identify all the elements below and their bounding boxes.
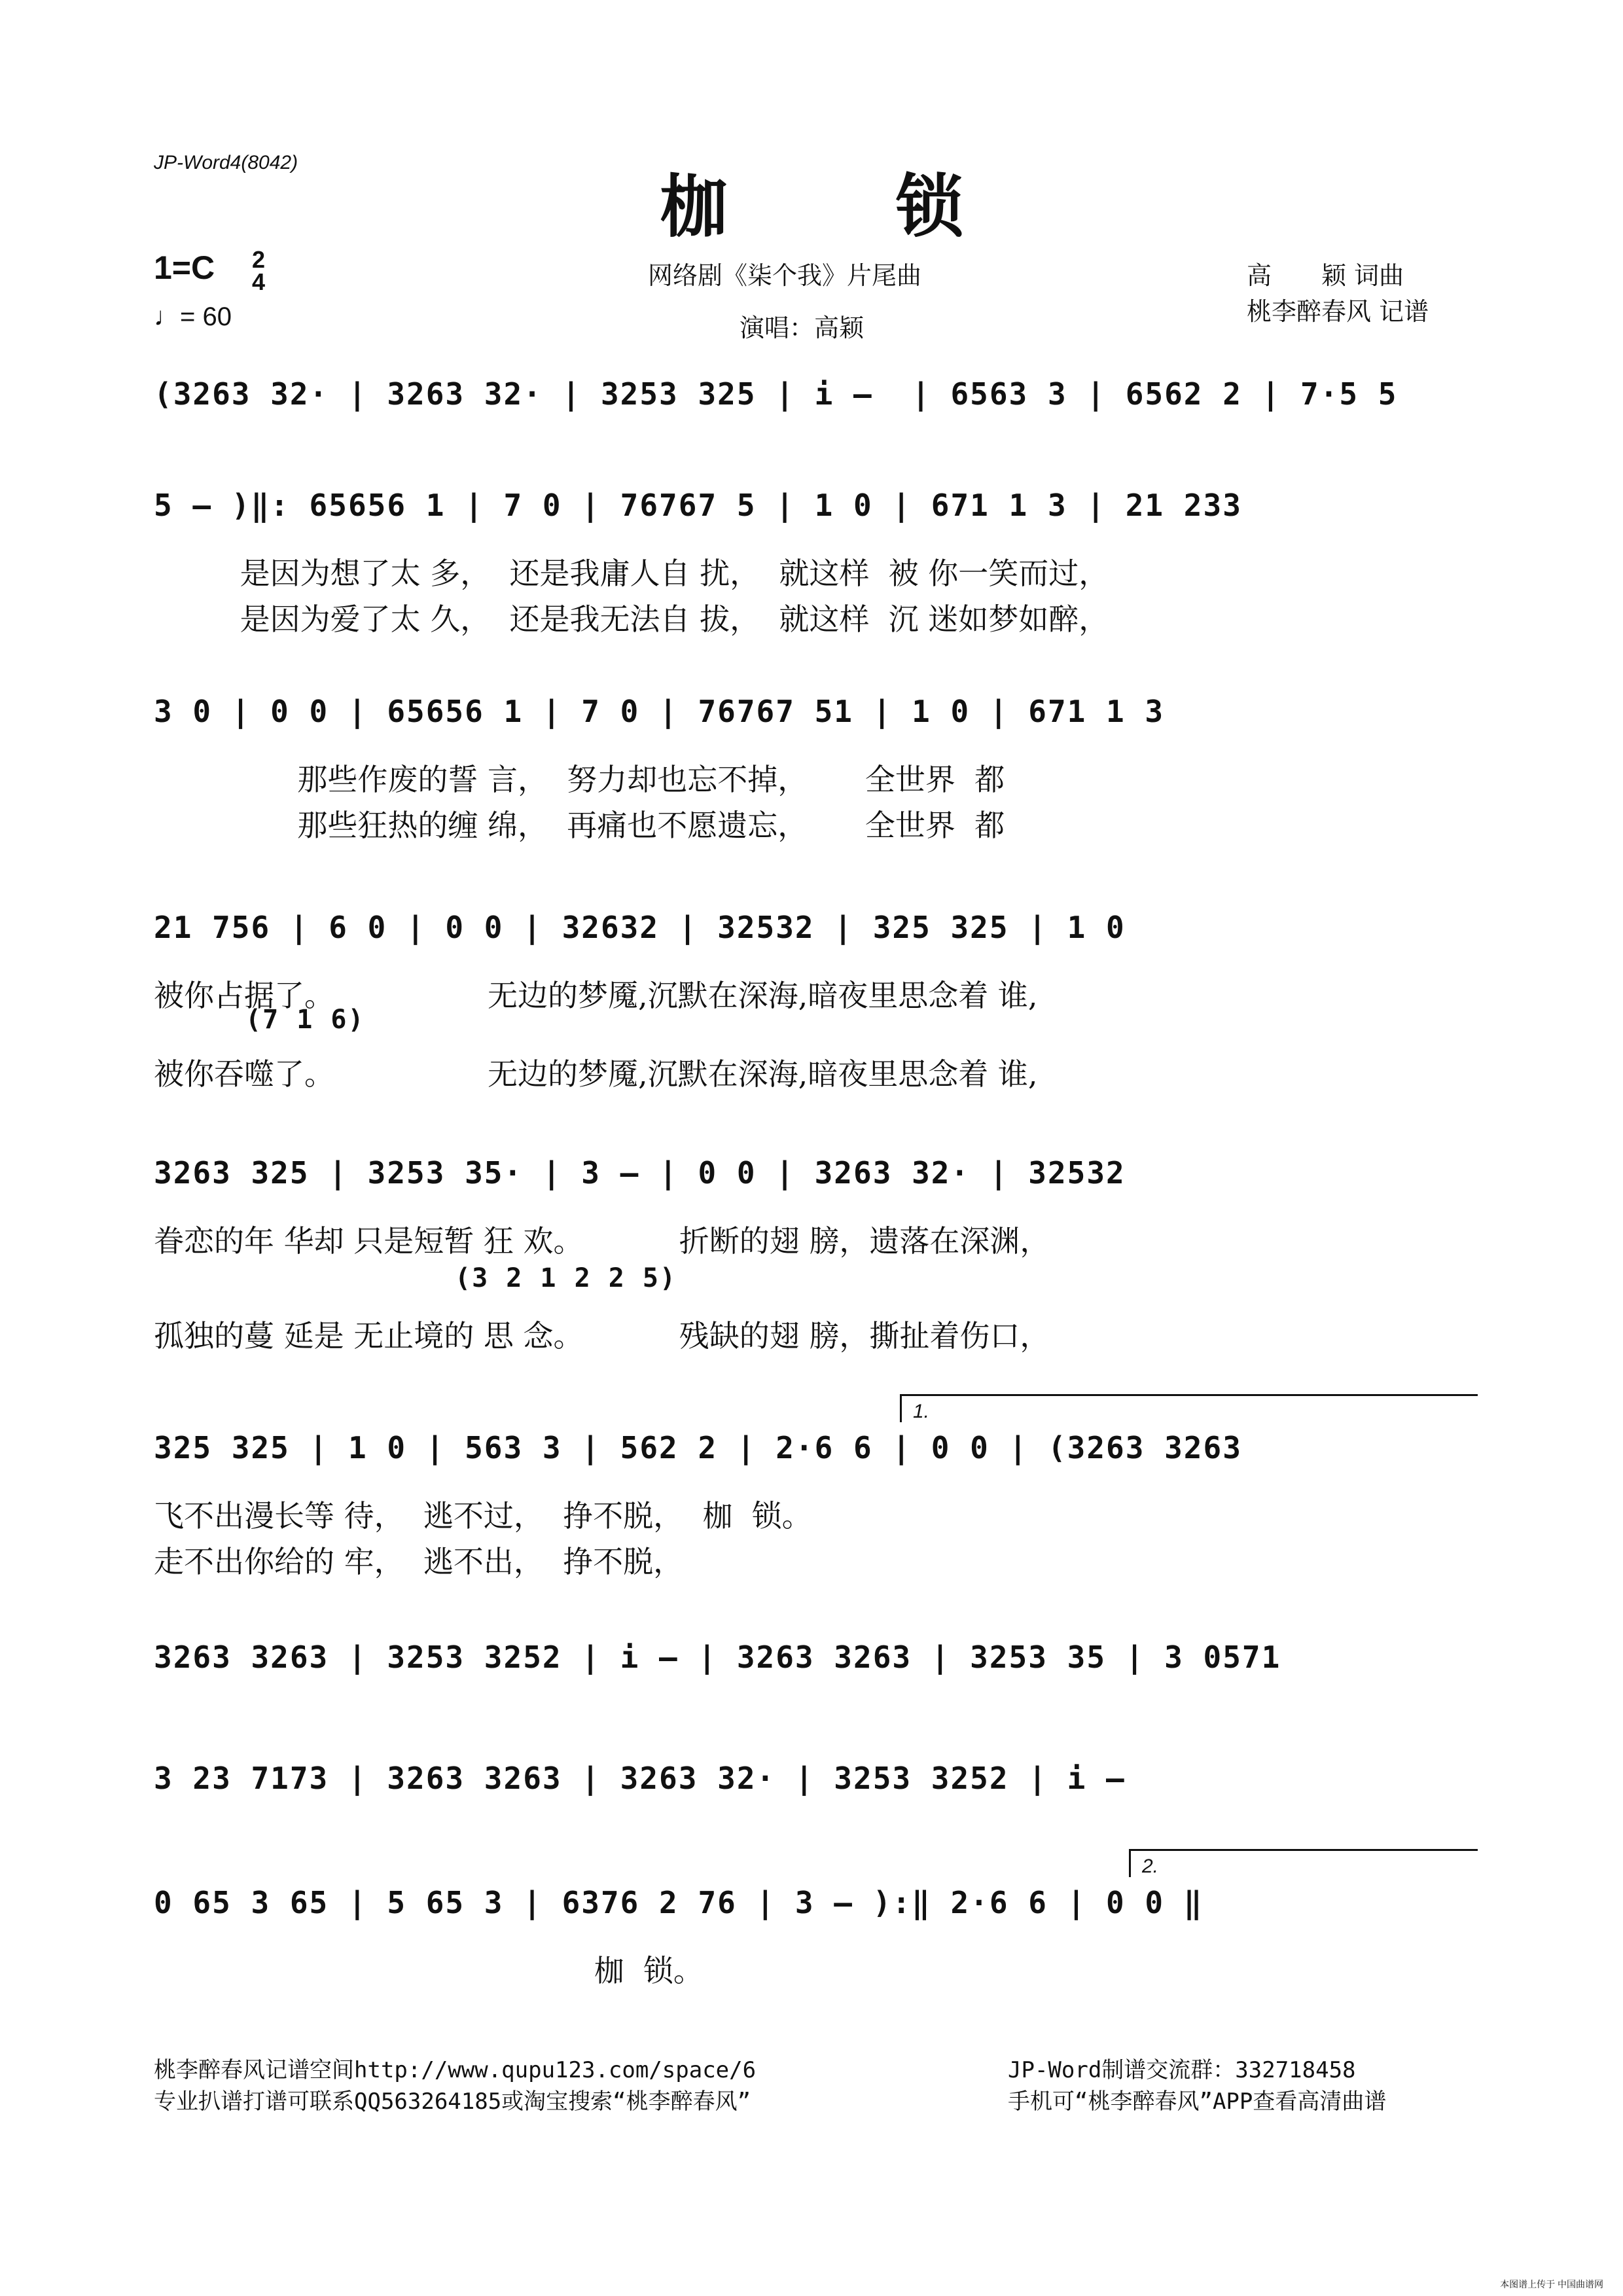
time-signature — [252, 246, 266, 295]
footer-left-line-1: 桃李醉春风记谱空间http://www.qupu123.com/space/6 — [154, 2057, 757, 2083]
time-signature-bottom: 4 — [252, 268, 266, 295]
notation-line: (3263 32· | 3263 32· | 3253 325 | i – | 6563 3 | 6562 2 | 7·5 5 — [154, 376, 1398, 412]
notation-line: 3263 325 | 3253 35· | 3 – | 0 0 | 3263 32· | 32532 — [154, 1155, 1126, 1191]
notation-line: 3263 3263 | 3253 3252 | i – | 3263 3263 | 3253 35 | 3 0571 — [154, 1640, 1281, 1675]
lyrics-verse-1: 那些作废的誓 言， 努力却也忘不掉， 全世界 都 — [154, 762, 1005, 797]
lyrics-verse-2: 被你吞噬了。 无边的梦魇,沉默在深海,暗夜里思念着 谁, — [154, 1056, 1038, 1092]
subtitle: 网络剧《柒个我》片尾曲 — [648, 261, 922, 290]
notation-line: 5 – )‖: 65656 1 | 7 0 | 76767 5 | 1 0 | 671 1 3 | 21 233 — [154, 488, 1242, 523]
score-title: 枷 锁 — [659, 166, 1036, 247]
singer: 演唱：高颖 — [740, 314, 865, 342]
lyrics-verse-2: 孤独的蔓 延是 无止境的 思 念。 残缺的翅 膀，撕扯着伤口， — [154, 1318, 1050, 1354]
notation-line: 325 325 | 1 0 | 563 3 | 562 2 | 2·6 6 | 0 0 | (3263 3263 — [154, 1430, 1242, 1465]
credit-score: 桃李醉春风 记谱 — [1247, 297, 1429, 326]
lyrics-verse-2: 那些狂热的缠 绵， 再痛也不愿遗忘， 全世界 都 — [154, 808, 1005, 843]
footer-right-line-1: JP-Word制谱交流群：332718458 — [1008, 2057, 1356, 2083]
lyrics-verse-1: 枷 锁。 — [154, 1953, 704, 1988]
lyrics-verse-2: 是因为爱了太 久， 还是我无法自 拔， 就这样 沉 迷如梦如醉， — [154, 601, 1109, 637]
time-signature-top: 2 — [252, 246, 266, 273]
notation-line: 0 65 3 65 | 5 65 3 | 6376 2 76 | 3 – ):‖ 2·6 6 | 0 0 ‖ — [154, 1885, 1204, 1920]
volta-bracket-2 — [1129, 1849, 1478, 1877]
volta-bracket-1 — [900, 1394, 1478, 1422]
lyrics-verse-1: 被你占据了。 无边的梦魇,沉默在深海,暗夜里思念着 谁, — [154, 978, 1038, 1013]
alternate-notes: (7 1 6) — [245, 1005, 365, 1035]
corner-watermark: 本图谱上传于 中国曲谱网 — [1500, 2279, 1603, 2289]
lyrics-verse-1: 眷恋的年 华却 只是短暂 狂 欢。 折断的翅 膀，遗落在深渊， — [154, 1223, 1050, 1259]
key-signature: 1=C — [154, 249, 215, 286]
notation-line: 3 23 7173 | 3263 3263 | 3263 32· | 3253 3252 | i – — [154, 1761, 1126, 1796]
footer-left-line-2: 专业扒谱打谱可联系QQ563264185或淘宝搜索“桃李醉春风” — [154, 2089, 751, 2115]
notation-line: 21 756 | 6 0 | 0 0 | 32632 | 32532 | 325 325 | 1 0 — [154, 910, 1126, 945]
footer-right-line-2: 手机可“桃李醉春风”APP查看高清曲谱 — [1008, 2089, 1387, 2115]
volta-label: 2. — [1142, 1856, 1159, 1877]
lyrics-verse-1: 飞不出漫长等 待， 逃不过， 挣不脱， 枷 锁。 — [154, 1498, 812, 1534]
notation-line: 3 0 | 0 0 | 65656 1 | 7 0 | 76767 51 | 1 0 | 671 1 3 — [154, 694, 1165, 729]
source-label: JP-Word4(8042) — [154, 152, 298, 173]
volta-label: 1. — [913, 1401, 930, 1422]
credit-lyric-music: 高 颖 词曲 — [1247, 261, 1404, 290]
lyrics-verse-2: 走不出你给的 牢， 逃不出， 挣不脱， — [154, 1544, 684, 1579]
tempo-mark: ♩= 60 — [154, 302, 232, 331]
alternate-notes: (3 2 1 2 2 5) — [455, 1263, 677, 1293]
lyrics-verse-1: 是因为想了太 多， 还是我庸人自 扰， 就这样 被 你一笑而过， — [154, 556, 1109, 591]
